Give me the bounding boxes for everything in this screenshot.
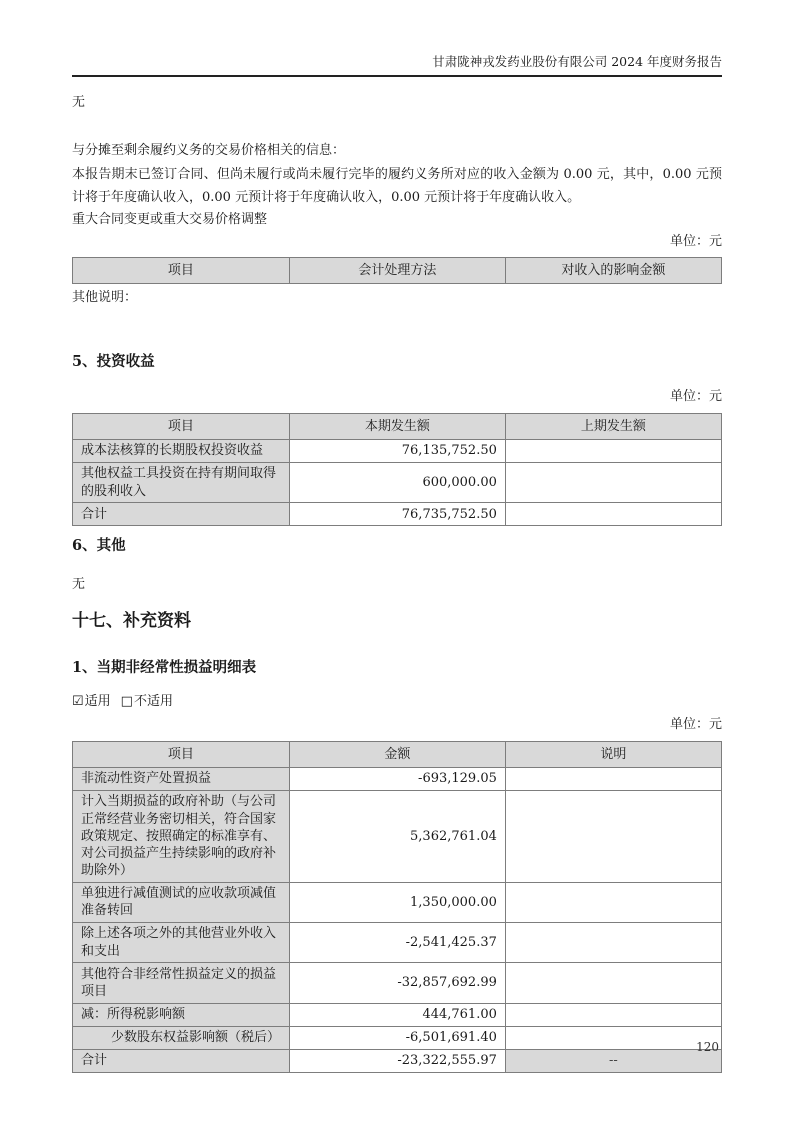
row-item-label: 少数股东权益影响额（税后） (73, 1026, 290, 1049)
other-note-label: 其他说明： (72, 290, 138, 306)
applicable-label: 适用 (84, 693, 111, 709)
row-current-amount: 76,735,752.50 (289, 503, 505, 526)
column-header-item: 项目 (73, 413, 290, 439)
row-amount: -6,501,691.40 (289, 1026, 505, 1049)
column-header-revenue-impact: 对收入的影响金额 (505, 258, 721, 284)
table-row (73, 439, 722, 462)
table-header-row (73, 258, 722, 284)
table-row (73, 790, 722, 882)
unchecked-checkbox-icon: □ (120, 693, 133, 709)
table-row (73, 462, 722, 502)
applicability-line (72, 691, 722, 714)
section-5-heading: 5、投资收益 (72, 353, 155, 371)
row-item-label: 除上述各项之外的其他营业外收入和支出 (73, 922, 290, 962)
row-item-label: 成本法核算的长期股权投资收益 (73, 439, 290, 462)
row-item-label: 非流动性资产处置损益 (73, 767, 290, 790)
row-item-label: 其他权益工具投资在持有期间取得的股利收入 (73, 462, 290, 502)
not-applicable-label: 不适用 (133, 693, 173, 709)
row-note (505, 882, 721, 922)
table-row-total (73, 1049, 722, 1072)
row-note (505, 790, 721, 882)
investment-income-table (72, 413, 722, 527)
row-item-label: 合计 (73, 503, 290, 526)
table-row (73, 1026, 722, 1049)
section-17-heading: 十七、补充资料 (72, 611, 191, 632)
row-note (505, 922, 721, 962)
row-amount: 444,761.00 (289, 1003, 505, 1026)
column-header-note: 说明 (505, 741, 721, 767)
row-item-label: 单独进行减值测试的应收款项减值准备转回 (73, 882, 290, 922)
column-header-amount: 金额 (289, 741, 505, 767)
checked-checkbox-icon: ☑ (72, 693, 84, 709)
column-header-current-period: 本期发生额 (289, 413, 505, 439)
row-note (505, 1003, 721, 1026)
table-header-row (73, 741, 722, 767)
table-row (73, 882, 722, 922)
transaction-price-info-paragraph: 本报告期末已签订合同、但尚未履行或尚未履行完毕的履约义务所对应的收入金额为 0.00 元，其中，0.00 元预计将于年度确认收入，0.00 元预计将于年度确认收入，0.00 元预计将于年度确认收入。 (72, 166, 722, 205)
non-recurring-items-table (72, 741, 722, 1074)
page-header (72, 54, 722, 77)
unit-label-2: 单位：元 (669, 389, 722, 405)
row-prior-amount (505, 462, 721, 502)
row-current-amount: 76,135,752.50 (289, 439, 505, 462)
row-note: -- (505, 1049, 721, 1072)
row-item-label: 减：所得税影响额 (73, 1003, 290, 1026)
table-row (73, 767, 722, 790)
table-row (73, 963, 722, 1003)
row-note (505, 1026, 721, 1049)
row-amount: 5,362,761.04 (289, 790, 505, 882)
row-amount: -23,322,555.97 (289, 1049, 505, 1072)
row-amount: 1,350,000.00 (289, 882, 505, 922)
column-header-item: 项目 (73, 258, 290, 284)
row-amount: -693,129.05 (289, 767, 505, 790)
column-header-item: 项目 (73, 741, 290, 767)
none-text-1: 无 (72, 95, 86, 111)
table-header-row (73, 413, 722, 439)
page-number: 120 (696, 1040, 719, 1054)
section-17-1-heading: 1、当期非经常性损益明细表 (72, 659, 257, 677)
row-amount: -32,857,692.99 (289, 963, 505, 1003)
unit-label-3: 单位：元 (669, 717, 722, 733)
table-row-total (73, 503, 722, 526)
row-note (505, 963, 721, 1003)
row-note (505, 767, 721, 790)
row-prior-amount (505, 439, 721, 462)
table-row (73, 922, 722, 962)
column-header-prior-period: 上期发生额 (505, 413, 721, 439)
row-prior-amount (505, 503, 721, 526)
transaction-price-info-heading: 与分摊至剩余履约义务的交易价格相关的信息： (72, 143, 346, 158)
row-current-amount: 600,000.00 (289, 462, 505, 502)
row-item-label: 其他符合非经常性损益定义的损益项目 (73, 963, 290, 1003)
column-header-accounting-method: 会计处理方法 (289, 258, 505, 284)
unit-label-1: 单位：元 (669, 234, 722, 249)
major-contract-heading: 重大合同变更或重大交易价格调整 (72, 212, 268, 228)
section-6-heading: 6、其他 (72, 537, 126, 555)
row-amount: -2,541,425.37 (289, 922, 505, 962)
report-header-title: 甘肃陇神戎发药业股份有限公司 2024 年度财务报告 (432, 54, 722, 69)
table-row (73, 1003, 722, 1026)
none-text-2: 无 (72, 576, 86, 592)
row-item-label: 计入当期损益的政府补助（与公司正常经营业务密切相关，符合国家政策规定、按照确定的标准享有、对公司损益产生持续影响的政府补助除外） (73, 790, 290, 882)
accounting-treatment-table (72, 257, 722, 284)
row-item-label: 合计 (73, 1049, 290, 1072)
